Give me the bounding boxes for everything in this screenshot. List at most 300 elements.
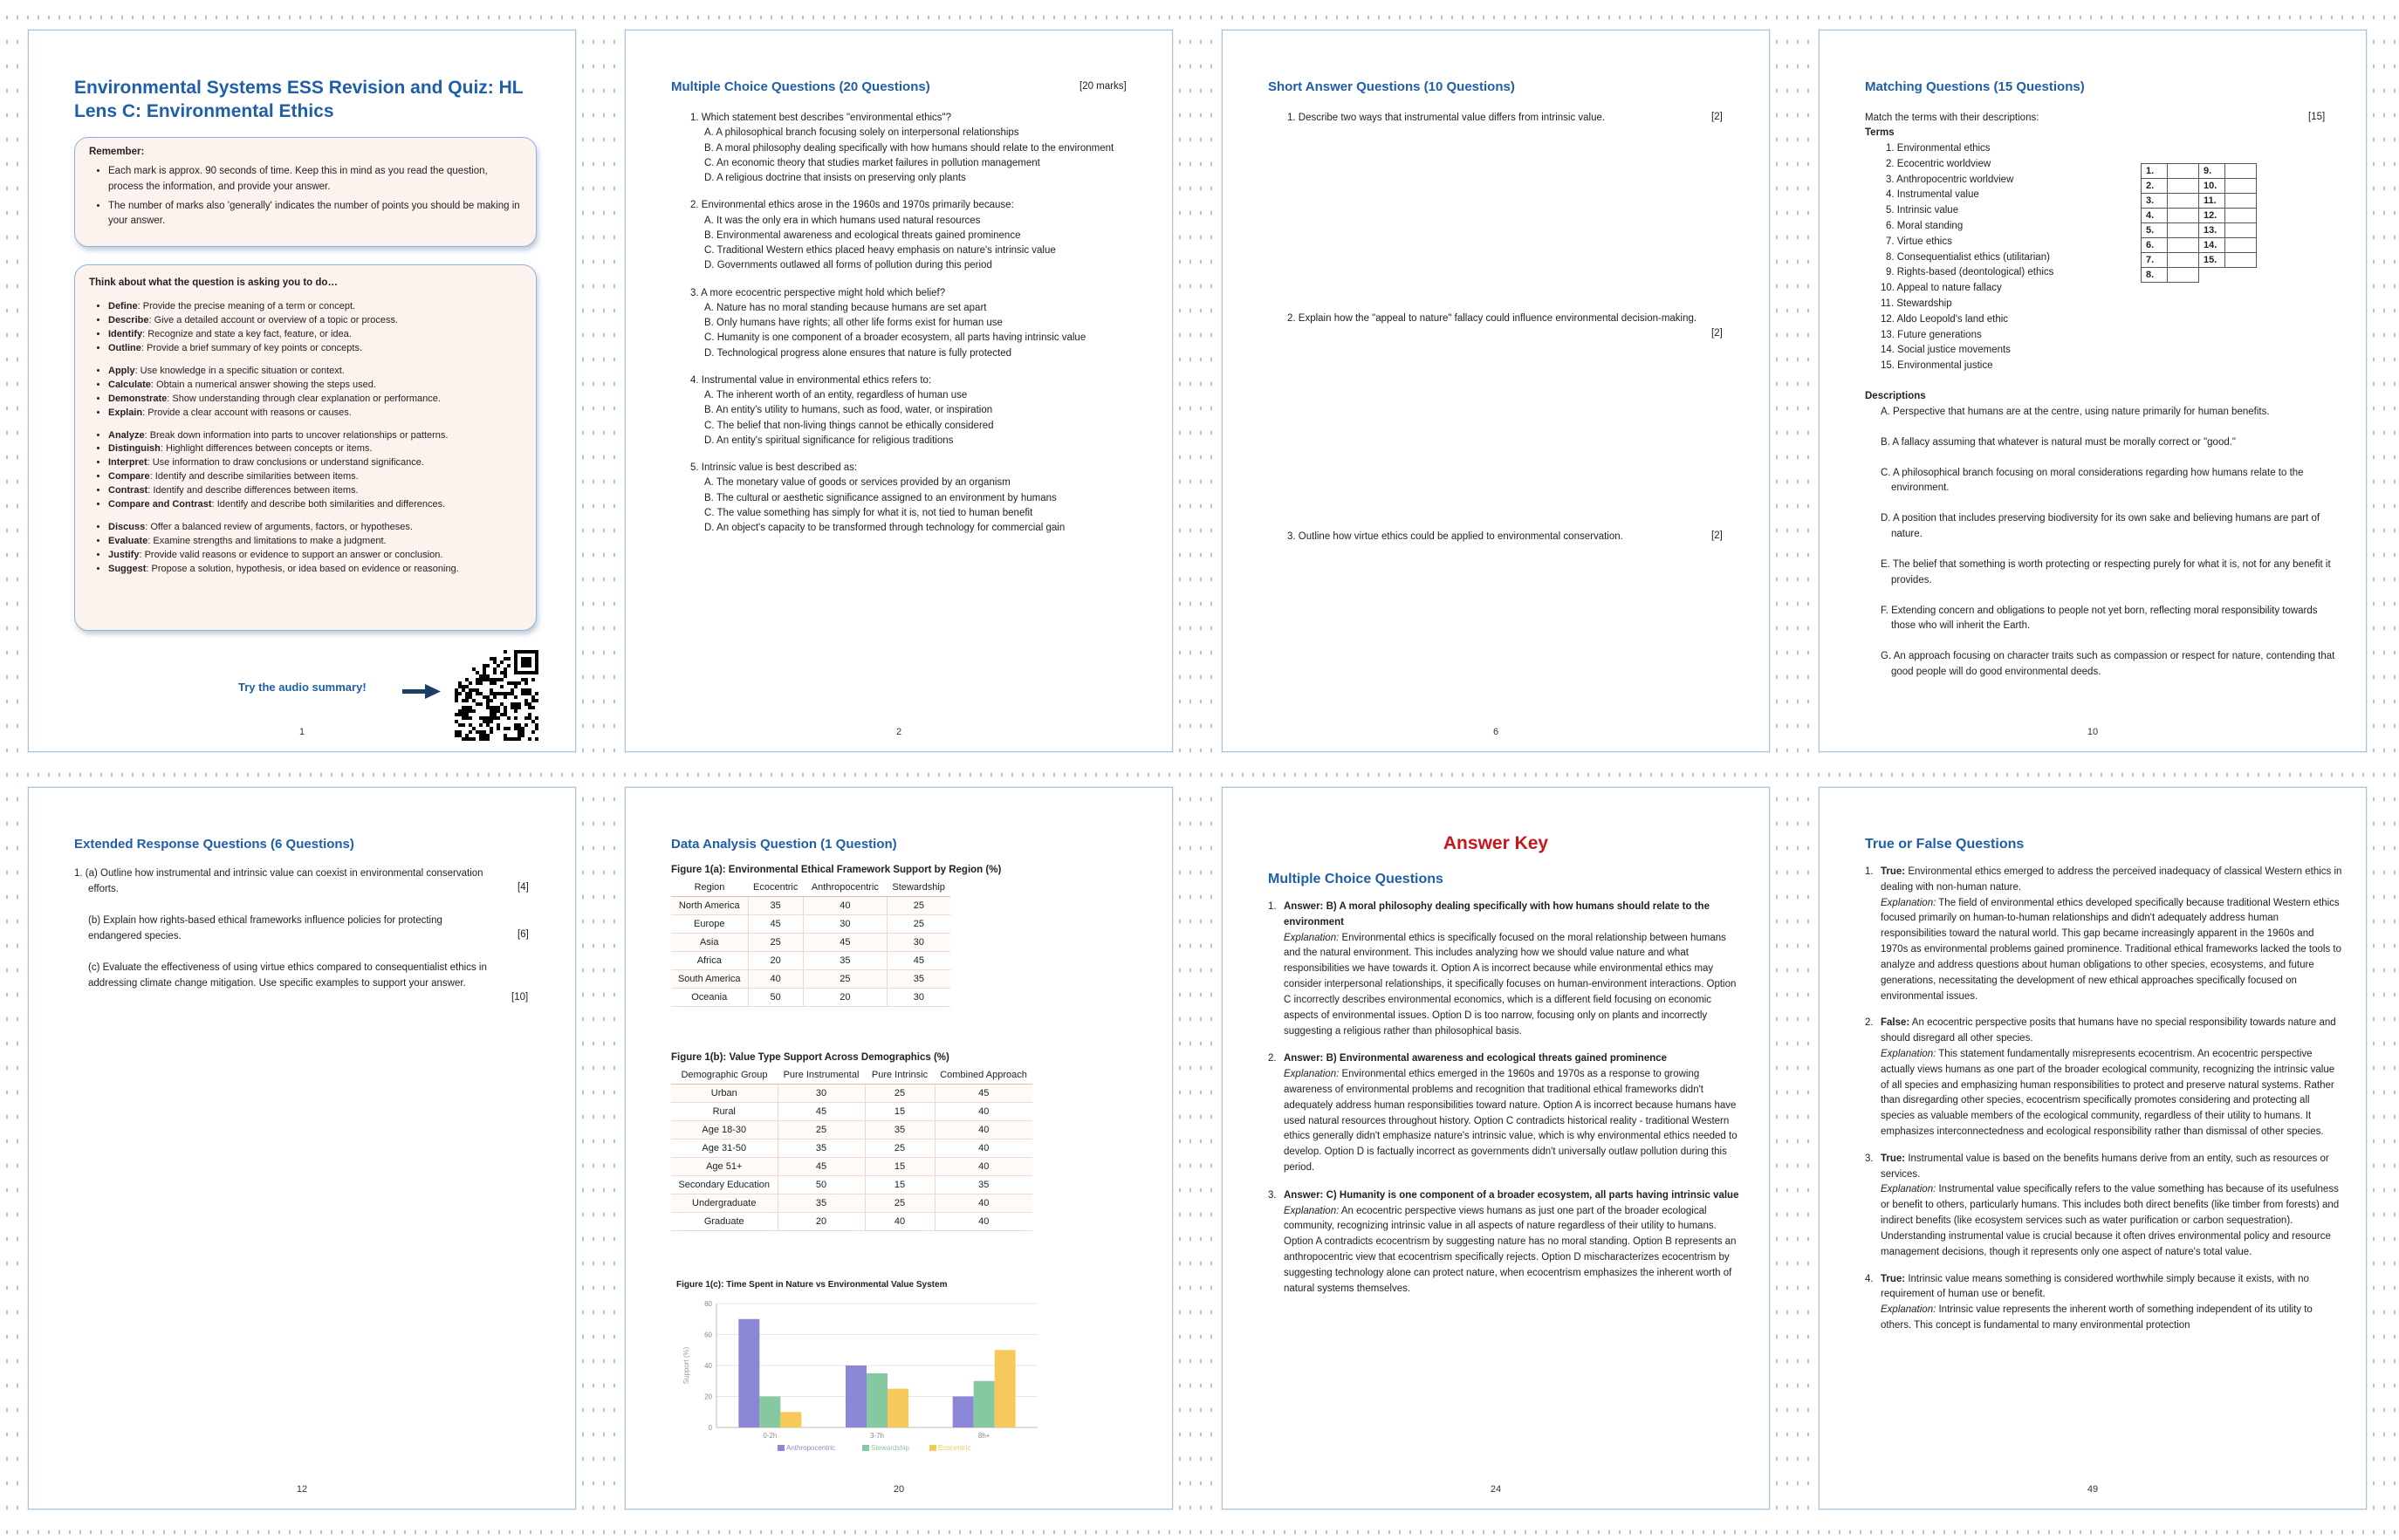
command-term-desc: : Use knowledge in a specific situation or context.: [134, 365, 345, 376]
extended-q1c-marks: [10]: [511, 992, 529, 1003]
mcq-stem: 5. Intrinsic value is best described as:: [690, 462, 858, 473]
page-6: [1222, 30, 1770, 752]
command-term-desc: : Provide the precise meaning of a term or concept.: [137, 301, 356, 311]
table-row: [671, 897, 950, 915]
arrow-right-icon: [402, 683, 441, 699]
answer-item: [1268, 1188, 1739, 1297]
command-term: Evaluate: [108, 536, 148, 547]
matching-term: 15. Environmental justice: [1881, 360, 1993, 372]
command-term-desc: : Break down information into parts to uncover relationships or patterns.: [144, 429, 449, 441]
table-cell: 30: [778, 1085, 865, 1103]
table-cell: Age 18-30: [671, 1121, 778, 1140]
mcq-question: [690, 461, 1135, 536]
mcq-question: [690, 198, 1135, 273]
statement-text: An ecocentric perspective posits that humans have no special responsibility towards nature and should disregard all other species.: [1881, 1017, 2336, 1044]
mcq-stem: 4. Instrumental value in environmental ethics refers to:: [690, 374, 932, 386]
bar: [867, 1373, 888, 1427]
table-header: Anthropocentric: [803, 879, 887, 897]
verdict: True:: [1881, 866, 1906, 877]
terms-list: [1881, 141, 2151, 374]
table-cell: 40: [803, 897, 887, 915]
mcq-question: [690, 373, 1135, 448]
matching-term: 9. Rights-based (deontological) ethics: [1886, 267, 2054, 278]
command-terms-box: [74, 264, 537, 631]
table-cell: 40: [748, 970, 803, 989]
y-tick-label: 0: [708, 1424, 712, 1432]
answer-grid-row: [2142, 164, 2257, 179]
answer-blank[interactable]: [2168, 194, 2199, 209]
explanation-label: Explanation:: [1881, 1184, 1936, 1195]
table-cell: Undergraduate: [671, 1194, 778, 1213]
table-cell: 40: [935, 1158, 1032, 1176]
command-term-item: [108, 563, 522, 577]
grid-number: 3.: [2142, 194, 2168, 209]
matching-description: C. A philosophical branch focusing on moral considerations regarding how humans relate to the environment.: [1881, 467, 2304, 494]
matching-term: 4. Instrumental value: [1886, 189, 1979, 201]
y-tick-label: 60: [704, 1331, 712, 1339]
table-header: Ecocentric: [748, 879, 803, 897]
answer-grid-row: [2142, 238, 2257, 253]
true-false-item: [1865, 1016, 2343, 1140]
grid-number: 9.: [2199, 164, 2225, 179]
table-cell: Secondary Education: [671, 1176, 778, 1194]
explanation-text: Environmental ethics emerged in the 1960s and 1970s as a response to growing awareness of environmental problems and recognition that traditional ethical frameworks didn't adequately address human responsibilities toward nature. Option A is incorrect because humans have used natural resources throughout history. Option C contradicts historical reality - traditional Western ethics generally didn't emphasize nature's intrinsic value, which is why environmental ethics needed to develop. Option D is factually incorrect as governments didn't universally outlaw pollution during this period.: [1284, 1069, 1738, 1173]
command-term-item: [108, 314, 522, 328]
bar: [995, 1350, 1016, 1427]
table-cell: 20: [803, 989, 887, 1007]
mcq-option: C. The belief that non-living things cannot be ethically considered: [704, 420, 994, 431]
grid-number: 6.: [2142, 238, 2168, 253]
answer-blank[interactable]: [2225, 179, 2257, 194]
command-term-item: [108, 379, 522, 393]
command-term-desc: : Obtain a numerical answer showing the steps used.: [150, 379, 376, 390]
command-term-group: [89, 365, 522, 421]
answer-blank[interactable]: [2168, 238, 2199, 253]
table-cell: 25: [803, 970, 887, 989]
table-header: Pure Intrinsic: [865, 1066, 935, 1085]
true-false-statement: [1881, 1152, 2343, 1183]
mcq-option: A. A philosophical branch focusing solely on interpersonal relationships: [704, 127, 1019, 139]
explanation-label: Explanation:: [1881, 897, 1936, 908]
item-number: 4.: [1865, 1273, 1874, 1284]
table-cell: 20: [778, 1213, 865, 1231]
command-term-desc: : Identify and describe differences between items.: [147, 485, 359, 496]
figure-1b: [671, 1052, 1032, 1231]
figure-1b-caption: Figure 1(b): Value Type Support Across Demographics (%): [671, 1052, 949, 1063]
mcq-option: C. Humanity is one component of a broader ecosystem, all parts having intrinsic value: [704, 332, 1086, 344]
command-term-item: [108, 456, 522, 470]
mcq-option: A. The inherent worth of an entity, regardless of human use: [704, 390, 968, 400]
command-term: Apply: [108, 365, 135, 376]
table-cell: 40: [865, 1213, 935, 1231]
mcq-option: A. It was the only era in which humans used natural resources: [704, 215, 981, 226]
true-false-heading: True or False Questions: [1865, 837, 2025, 852]
page-24: [1222, 787, 1770, 1509]
table-cell: 15: [865, 1158, 935, 1176]
matching-term: 8. Consequentialist ethics (utilitarian): [1886, 251, 2050, 263]
answer-blank[interactable]: [2168, 209, 2199, 223]
command-term-item: [108, 328, 522, 342]
remember-item: • The number of marks also 'generally' indicates the number of points you should be making in your answer.: [108, 199, 522, 230]
true-false-statement: [1881, 865, 2343, 896]
item-number: 2.: [1865, 1017, 1874, 1029]
page-number: 1: [298, 727, 305, 737]
statement-text: Intrinsic value means something is considered worthwhile simply because it exists, with no requirement of human use or benefit.: [1881, 1273, 2309, 1300]
true-false-item: [1865, 1272, 2343, 1334]
legend-swatch: [862, 1445, 869, 1451]
short-answer-q3: 3. Outline how virtue ethics could be applied to environmental conservation.: [1287, 531, 1623, 542]
figure-1a-table: [671, 879, 950, 1007]
document-title: Environmental Systems ESS Revision and Quiz: HL Lens C: Environmental Ethics: [74, 78, 524, 122]
table-cell: 40: [935, 1140, 1032, 1158]
bar: [888, 1389, 908, 1427]
matching-description: B. A fallacy assuming that whatever is natural must be morally correct or "good.": [1881, 436, 2237, 448]
matching-description: F. Extending concern and obligations to people not yet born, reflecting moral responsibility towards those who will inherit the Earth.: [1881, 605, 2318, 632]
command-term: Calculate: [108, 379, 151, 390]
matching-heading: Matching Questions (15 Questions): [1865, 79, 2085, 94]
table-cell: Graduate: [671, 1213, 778, 1231]
descriptions-list: [1881, 405, 2343, 695]
item-number: 1.: [1865, 866, 1874, 877]
command-term-item: [108, 429, 522, 443]
mcq-option: A. The monetary value of goods or services provided by an organism: [704, 477, 1011, 489]
command-term: Define: [108, 301, 138, 311]
page-1: [28, 30, 576, 752]
answer-key-title: Answer Key: [1443, 833, 1549, 853]
legend-swatch: [929, 1445, 936, 1451]
page-number: 24: [1490, 1484, 1502, 1495]
grid-number: 12.: [2199, 209, 2225, 223]
mcq-option: D. Technological progress alone ensures that nature is fully protected: [704, 347, 1012, 359]
page-12: [28, 787, 576, 1509]
command-term-desc: : Identify and describe similarities between items.: [149, 471, 359, 483]
command-term: Discuss: [108, 522, 146, 533]
matching-term: 10. Appeal to nature fallacy: [1881, 283, 2002, 294]
page-number: 10: [2087, 727, 2099, 737]
mcq-heading: Multiple Choice Questions (20 Questions): [671, 79, 930, 94]
true-false-item: [1865, 1152, 2343, 1261]
table-cell: 35: [865, 1121, 935, 1140]
table-header: Demographic Group: [671, 1066, 778, 1085]
x-tick-label: 8h+: [977, 1432, 990, 1440]
bar: [846, 1365, 867, 1427]
short-answer-q1: 1. Describe two ways that instrumental value differs from intrinsic value.: [1287, 113, 1606, 123]
table-cell: Europe: [671, 915, 748, 934]
y-axis-label: Support (%): [682, 1346, 690, 1385]
answer-blank[interactable]: [2168, 223, 2199, 238]
figure-1c: [676, 1280, 1060, 1463]
answer-item: [1268, 1051, 1739, 1176]
table-row: [671, 915, 950, 934]
table-row: [671, 1140, 1032, 1158]
answer-blank[interactable]: [2225, 194, 2257, 209]
mcq-option: C. Traditional Western ethics placed heavy emphasis on nature's intrinsic value: [704, 245, 1056, 256]
command-term-desc: : Examine strengths and limitations to make a judgment.: [147, 536, 387, 547]
grid-number: 14.: [2199, 238, 2225, 253]
table-header-row: [671, 879, 950, 897]
mcq-option: D. A religious doctrine that insists on preserving only plants: [704, 173, 966, 183]
page-49: [1819, 787, 2367, 1509]
mcq-option: B. Environmental awareness and ecological threats gained prominence: [704, 229, 1021, 241]
answer-text: Answer: C) Humanity is one component of a broader ecosystem, all parts having intrinsic value: [1284, 1189, 1739, 1201]
answer-blank[interactable]: [2168, 164, 2199, 179]
statement-text: Environmental ethics emerged to address the perceived inadequacy of classical Western ethics in dealing with non-human nature.: [1881, 866, 2342, 893]
table-cell: 45: [778, 1158, 865, 1176]
item-explanation: [1881, 1182, 2343, 1260]
table-cell: 15: [865, 1176, 935, 1194]
table-cell: 45: [803, 934, 887, 952]
answer-number: 3.: [1268, 1189, 1277, 1201]
grid-number: 1.: [2142, 164, 2168, 179]
matching-instruction: Match the terms with their descriptions:: [1865, 113, 2039, 123]
figure-1a-caption: Figure 1(a): Environmental Ethical Framework Support by Region (%): [671, 865, 1002, 875]
table-cell: 15: [865, 1103, 935, 1121]
answer-grid-row: [2142, 209, 2257, 223]
command-term-item: [108, 407, 522, 421]
table-cell: 35: [778, 1140, 865, 1158]
answer-blank[interactable]: [2225, 253, 2257, 268]
page-number: 49: [2087, 1484, 2099, 1495]
legend-label: Anthropocentric: [786, 1444, 836, 1452]
answer-grid: [2141, 163, 2257, 283]
short-answer-heading: Short Answer Questions (10 Questions): [1268, 79, 1515, 94]
command-term-group: [89, 300, 522, 356]
think-heading: Think about what the question is asking you to do…: [89, 277, 338, 288]
explanation-label: Explanation:: [1284, 932, 1340, 943]
table-row: [671, 952, 950, 970]
figure-1b-table: [671, 1066, 1032, 1231]
answer-blank[interactable]: [2168, 179, 2199, 194]
page-20: [625, 787, 1173, 1509]
table-cell: 40: [935, 1213, 1032, 1231]
command-term: Demonstrate: [108, 393, 168, 404]
page-number: 12: [296, 1484, 308, 1495]
command-term-item: [108, 300, 522, 314]
table-cell: 45: [748, 915, 803, 934]
table-cell: 25: [887, 915, 950, 934]
table-cell: 25: [865, 1140, 935, 1158]
bar-chart: [676, 1293, 1060, 1459]
matching-marks: [15]: [2308, 112, 2326, 122]
table-cell: 35: [748, 897, 803, 915]
matching-term: 6. Moral standing: [1886, 220, 1964, 231]
table-header-row: [671, 1066, 1032, 1085]
command-term-item: [108, 342, 522, 356]
table-row: [671, 970, 950, 989]
answer-number: 1.: [1268, 901, 1277, 912]
x-tick-label: 0-2h: [763, 1432, 778, 1440]
table-header: Stewardship: [887, 879, 950, 897]
figure-1a: [671, 865, 1001, 1007]
command-term-item: [108, 498, 522, 512]
command-term-group: [89, 521, 522, 577]
short-answer-q1-marks: [2]: [1711, 112, 1723, 122]
command-term-desc: : Use information to draw conclusions or understand significance.: [147, 457, 424, 469]
table-row: [671, 934, 950, 952]
command-term-item: [108, 549, 522, 563]
explanation-text: The field of environmental ethics developed specifically because traditional Western ethics focused primarily on human-to-human relationships and didn't adequately address human responsibilities toward the natural world. This gap became increasingly apparent in the 1960s and 1970s as environmental problems gained prominence. Traditional ethical frameworks lacked the tools to analyze and address questions about human obligations to other species, ecosystems, and future generations, necessitating the development of new ethical approaches specifically focused on environmental issues.: [1881, 897, 2342, 1002]
matching-term: 3. Anthropocentric worldview: [1886, 174, 2014, 185]
explanation-label: Explanation:: [1284, 1069, 1340, 1080]
table-cell: 40: [935, 1103, 1032, 1121]
extended-q1c: (c) Evaluate the effectiveness of using virtue ethics compared to consequentialist ethics in addressing climate change mitigation. Use specific examples to support your answer.: [88, 962, 487, 989]
grid-number: 11.: [2199, 194, 2225, 209]
table-cell: 35: [935, 1176, 1032, 1194]
answer-grid-row: [2142, 268, 2257, 283]
terms-heading: Terms: [1865, 127, 1895, 138]
verdict: True:: [1881, 1153, 1906, 1164]
mcq-option: B. A moral philosophy dealing specifically with how humans should relate to the environment: [704, 142, 1114, 154]
command-terms-list: [89, 300, 522, 577]
extended-q1a: 1. (a) Outline how instrumental and intrinsic value can coexist in environmental conservation efforts.: [74, 868, 483, 894]
explanation-text: Instrumental value specifically refers to the value something has because of its usefulness or benefit to others, particularly humans. This includes both direct benefits (like timber from forests) and indirect benefits (like ecosystem services such as water purification or carbon sequestration). Understanding instrumental value is crucial because it often drives environmental policy and resource management decisions, though it represents only one aspect of nature's total value.: [1881, 1184, 2340, 1257]
bar: [759, 1397, 780, 1428]
table-row: [671, 1194, 1032, 1213]
table-header: Combined Approach: [935, 1066, 1032, 1085]
verdict: True:: [1881, 1273, 1906, 1284]
grid-number: 7.: [2142, 253, 2168, 268]
table-cell: Age 51+: [671, 1158, 778, 1176]
legend-label: Stewardship: [871, 1444, 910, 1452]
table-cell: 35: [778, 1194, 865, 1213]
matching-description: A. Perspective that humans are at the centre, using nature primarily for human benefits.: [1881, 407, 2270, 417]
table-row: [671, 1176, 1032, 1194]
explanation-label: Explanation:: [1881, 1304, 1936, 1316]
answer-blank[interactable]: [2168, 253, 2199, 268]
command-term: Describe: [108, 314, 149, 325]
legend-label: Ecocentric: [938, 1444, 971, 1452]
page-2: [625, 30, 1173, 752]
command-term: Explain: [108, 407, 143, 418]
answer-item: [1268, 900, 1739, 1039]
table-row: [671, 1103, 1032, 1121]
table-cell: 45: [887, 952, 950, 970]
command-term: Contrast: [108, 485, 148, 496]
answer-grid-row: [2142, 179, 2257, 194]
table-cell: Age 31-50: [671, 1140, 778, 1158]
table-cell: 30: [887, 989, 950, 1007]
bar: [953, 1397, 974, 1428]
command-term: Distinguish: [108, 443, 161, 455]
item-number: 3.: [1865, 1153, 1874, 1164]
bar: [780, 1412, 801, 1427]
table-row: [671, 1213, 1032, 1231]
mcq-stem: 2. Environmental ethics arose in the 1960s and 1970s primarily because:: [690, 200, 1014, 211]
answer-explanation: [1284, 1067, 1739, 1176]
answer-blank[interactable]: [2225, 238, 2257, 253]
table-cell: 20: [748, 952, 803, 970]
table-cell: 50: [778, 1176, 865, 1194]
command-term-desc: : Propose a solution, hypothesis, or idea based on evidence or reasoning.: [146, 563, 459, 574]
table-cell: 40: [935, 1121, 1032, 1140]
y-tick-label: 20: [704, 1393, 712, 1401]
answer-blank[interactable]: [2225, 209, 2257, 223]
item-explanation: [1881, 1303, 2343, 1334]
true-false-item: [1865, 865, 2343, 1004]
command-term-desc: : Highlight differences between concepts or items.: [160, 443, 373, 455]
answer-number: 2.: [1268, 1053, 1277, 1064]
table-cell: Asia: [671, 934, 748, 952]
matching-term: 1. Environmental ethics: [1886, 143, 1991, 154]
table-cell: 25: [865, 1085, 935, 1103]
matching-term: 13. Future generations: [1881, 329, 1982, 340]
mcq-option: D. Governments outlawed all forms of pollution during this period: [704, 260, 992, 271]
table-row: [671, 1121, 1032, 1140]
table-cell: 35: [803, 952, 887, 970]
page-10: [1819, 30, 2367, 752]
command-term-item: [108, 393, 522, 407]
answer-blank[interactable]: [2168, 268, 2199, 283]
table-row: [671, 1158, 1032, 1176]
answer-explanation: [1284, 1204, 1739, 1297]
mcq-option: C. An economic theory that studies market failures in pollution management: [704, 157, 1040, 168]
grid-number: 5.: [2142, 223, 2168, 238]
table-cell: Urban: [671, 1085, 778, 1103]
mcq-option: D. An object's capacity to be transformed through technology for commercial gain: [704, 523, 1066, 533]
matching-term: 7. Virtue ethics: [1886, 236, 1952, 247]
short-answer-q2: 2. Explain how the "appeal to nature" fallacy could influence environmental decision-making.: [1287, 313, 1697, 324]
explanation-text: Environmental ethics is specifically focused on the moral relationship between humans and the natural environment. This includes analyzing how we should value nature and what responsibilities we have towards it. Option A is incorrect because while environmental ethics may consider interpersonal relationships, it specifically focuses on human-environment interactions. Option C incorrectly describes environmental economics, which is a different field focusing on economic aspects of environmental issues. Option D is too narrow, focusing only on plants and incorrectly suggesting a religious rather than philosophical basis.: [1284, 932, 1737, 1037]
x-tick-label: 3-7h: [869, 1432, 885, 1440]
command-term: Suggest: [108, 563, 147, 574]
command-term-item: [108, 365, 522, 379]
matching-description: G. An approach focusing on character traits such as compassion or respect for nature, contending that good people will do good environmental deeds.: [1881, 651, 2335, 677]
table-row: [671, 1085, 1032, 1103]
command-term-desc: : Offer a balanced review of arguments, factors, or hypotheses.: [145, 522, 413, 533]
table-cell: 40: [935, 1194, 1032, 1213]
command-term: Outline: [108, 342, 141, 353]
audio-summary-label[interactable]: Try the audio summary!: [238, 681, 367, 694]
verdict: False:: [1881, 1017, 1910, 1029]
command-term: Identify: [108, 328, 143, 339]
table-cell: Oceania: [671, 989, 748, 1007]
y-tick-label: 40: [704, 1362, 712, 1370]
extended-q1b: (b) Explain how rights-based ethical frameworks influence policies for protecting endangered species.: [88, 915, 442, 941]
table-cell: 30: [887, 934, 950, 952]
grid-number: [2199, 268, 2225, 283]
matching-term: 14. Social justice movements: [1881, 345, 2011, 356]
command-term-desc: : Show understanding through clear explanation or performance.: [167, 393, 441, 404]
table-cell: South America: [671, 970, 748, 989]
answer-blank[interactable]: [2225, 223, 2257, 238]
explanation-label: Explanation:: [1284, 1205, 1340, 1216]
y-tick-label: 80: [704, 1300, 712, 1308]
answer-key-subheading: Multiple Choice Questions: [1268, 872, 1443, 886]
table-cell: Africa: [671, 952, 748, 970]
matching-term: 5. Intrinsic value: [1886, 205, 1959, 216]
remember-heading: Remember:: [89, 147, 145, 157]
mcq-option: B. An entity's utility to humans, such as food, water, or inspiration: [704, 405, 993, 416]
answer-blank[interactable]: [2225, 164, 2257, 179]
true-false-list: [1865, 865, 2343, 1345]
bar: [738, 1319, 759, 1427]
answer-grid-row: [2142, 253, 2257, 268]
command-term: Analyze: [108, 429, 145, 441]
table-cell: 25: [778, 1121, 865, 1140]
page-number: 6: [1492, 727, 1499, 737]
bar: [974, 1381, 995, 1427]
answer-explanation: [1284, 931, 1739, 1040]
matching-description: D. A position that includes preserving biodiversity for its own sake and believing humans are part of nature.: [1881, 513, 2320, 540]
grid-number: 15.: [2199, 253, 2225, 268]
short-answer-q2-marks: [2]: [1711, 328, 1723, 339]
table-cell: 25: [865, 1194, 935, 1213]
answer-grid-row: [2142, 223, 2257, 238]
table-cell: 25: [748, 934, 803, 952]
page-number: 2: [895, 727, 902, 737]
table-cell: 45: [935, 1085, 1032, 1103]
extended-q1a-marks: [4]: [517, 882, 529, 893]
